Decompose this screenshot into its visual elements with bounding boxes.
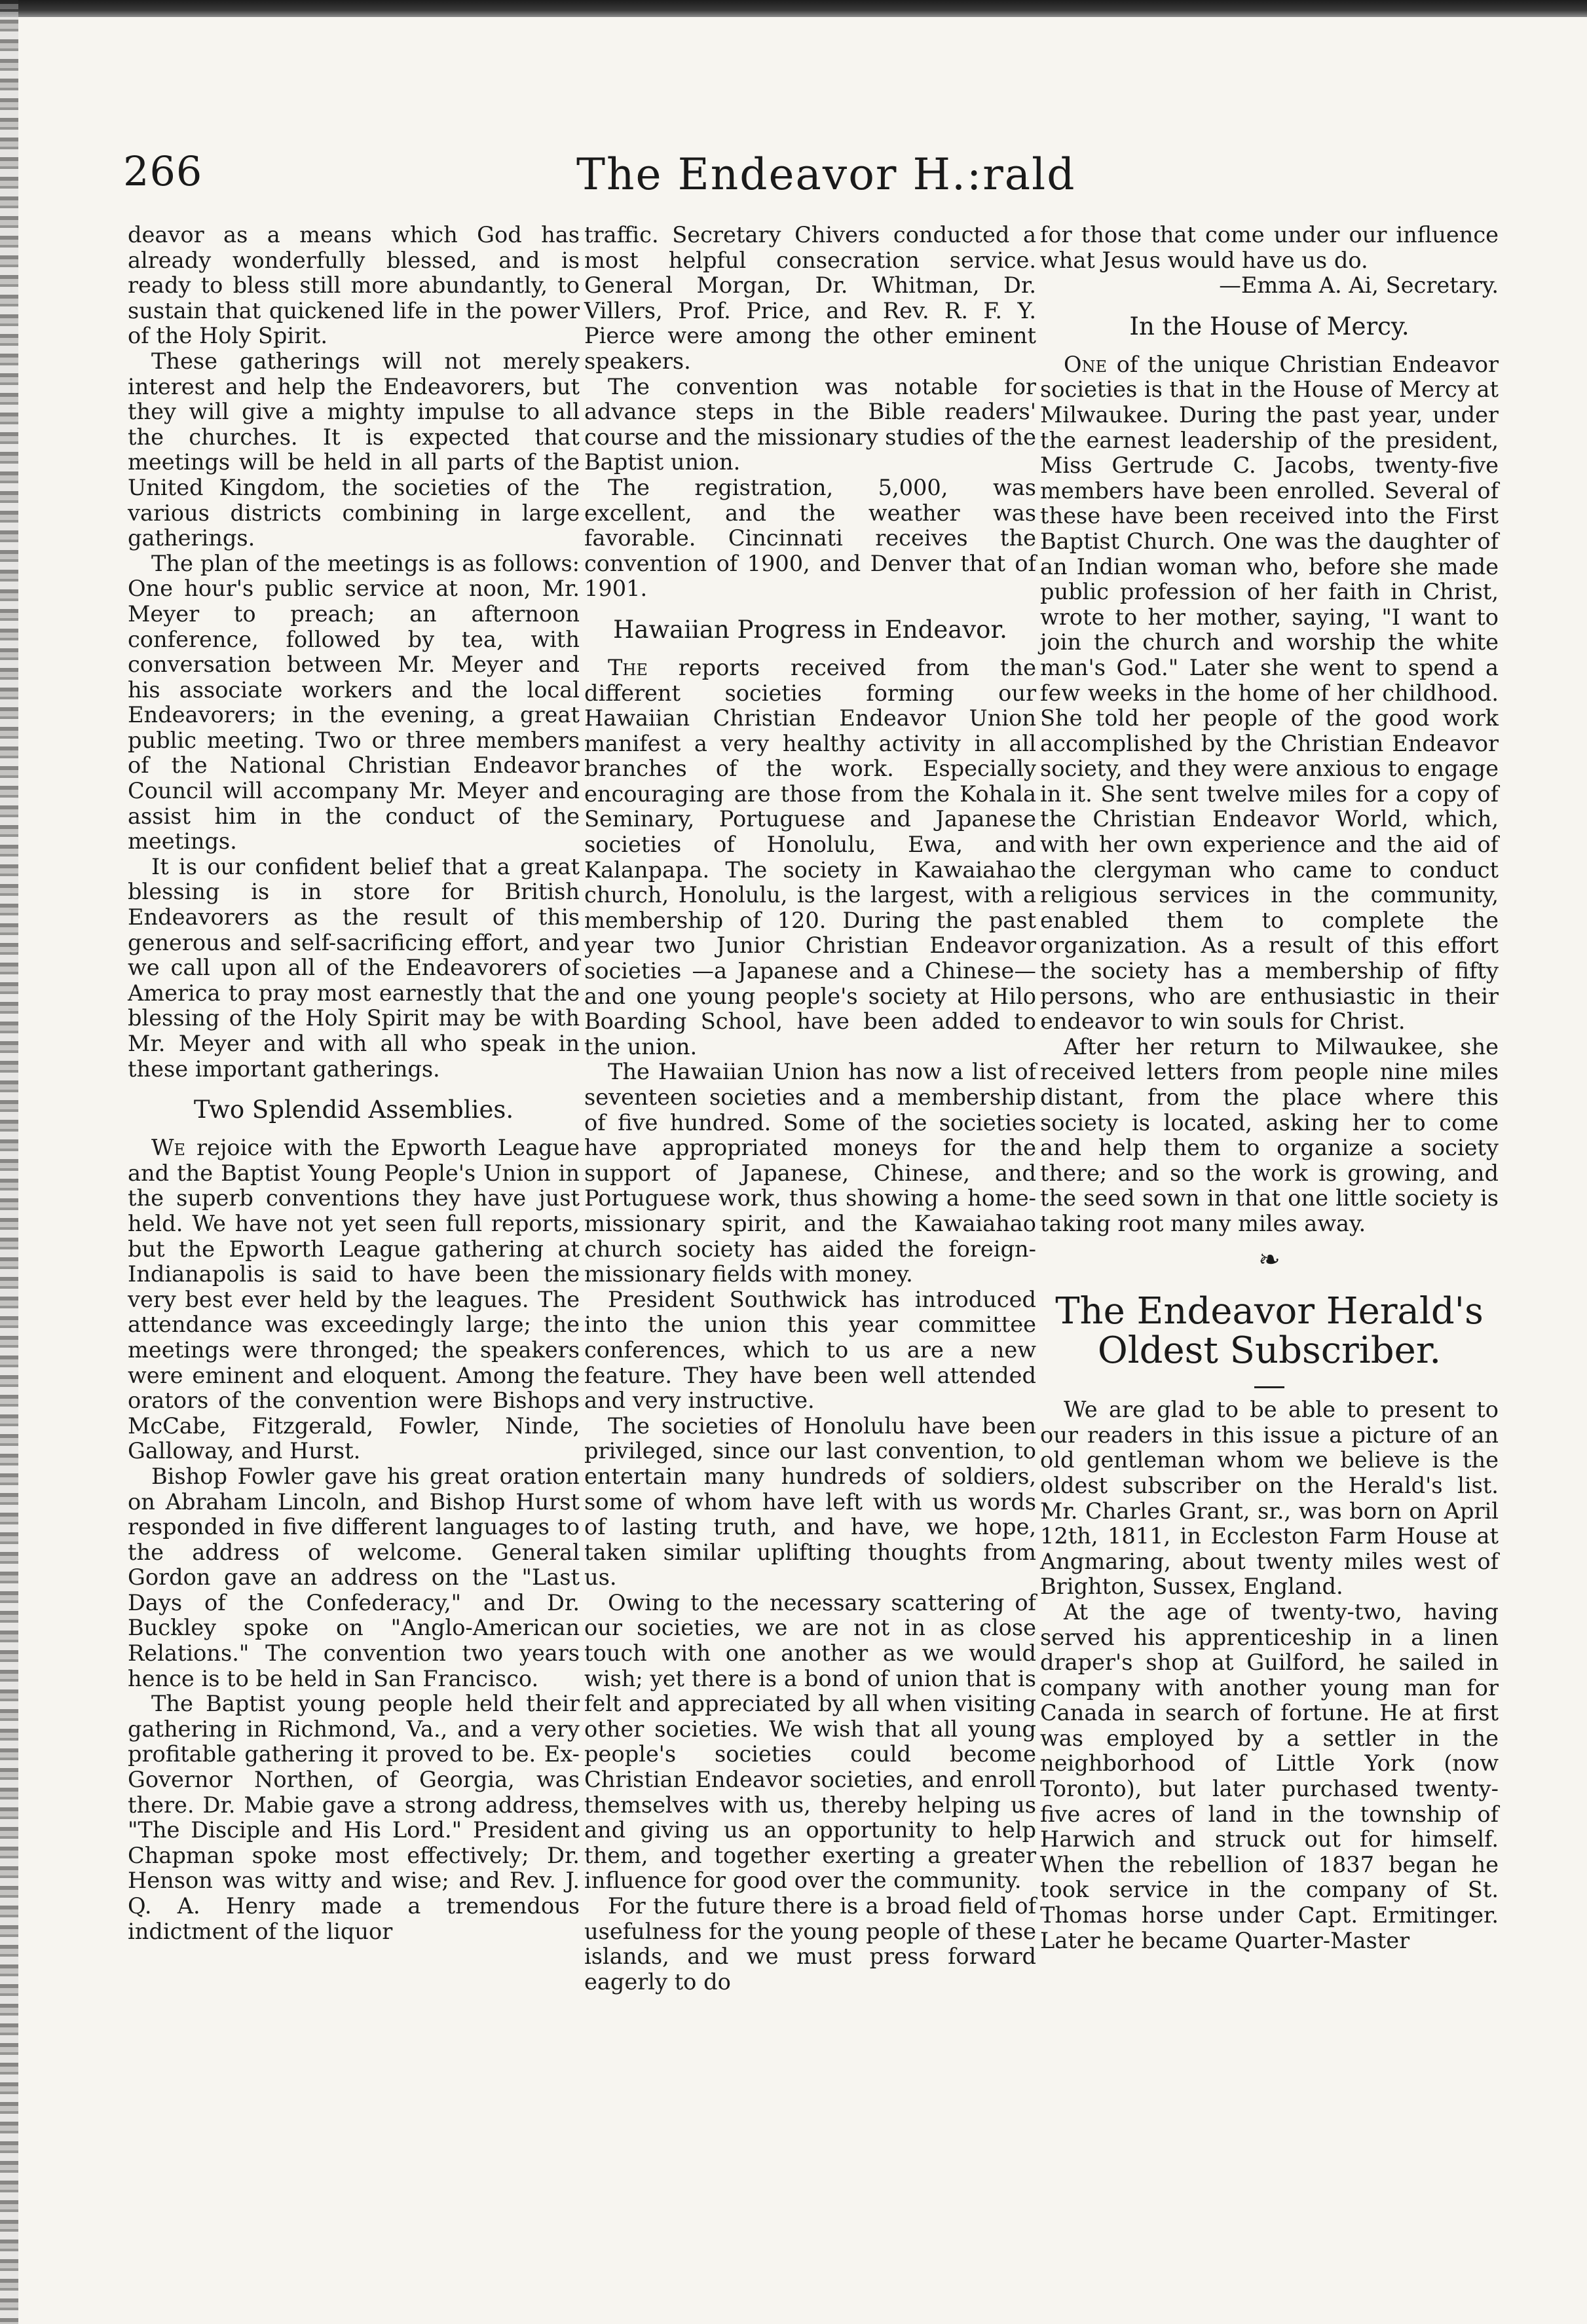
paragraph: Bishop Fowler gave his great oration on Abraham Lincoln, and Bishop Hurst responded in five different languages to the address of welcome. General Gordon gave an address on the "Last Days of the Confederacy," and Dr. Buckley spoke on "Anglo-American Relations." The convention two years hence is to be held in San Francisco. [128, 1463, 580, 1691]
paragraph: At the age of twenty-two, having served his apprenticeship in a linen draper's shop at Guilford, he sailed in company with another young man for Canada in search of fortune. He at first was employed by a settler in the neighborhood of Little York (now Toronto), but later purchased twenty-five acres of land in the township of Harwich and struck out for himself. When the rebellion of 1837 began he took service in the company of St. Thomas horse under Capt. Ermitinger. Later he became Quarter-Master [1040, 1598, 1499, 1953]
paragraph: traffic. Secretary Chivers conducted a most helpful consecration service. General Morgan, Dr. Whitman, Dr. Villers, Prof. Price, and Rev. R. F. Y. Pierce were among the other eminent speakers. [584, 222, 1036, 374]
section-heading: Hawaiian Progress in Endeavor. [613, 615, 1007, 644]
column-2 [584, 223, 1036, 1995]
lead-word: One [1064, 351, 1108, 377]
paragraph: After her return to Milwaukee, she received letters from people nine miles distant, from the place where this society is located, asking her to come and help them to organize a society there; and so the work is growing, and the seed sown in that one little society is taking root many miles away. [1040, 1033, 1499, 1236]
paragraph-text: reports received from the different societies forming our Hawaiian Christian Endeavor Union manifest a very healthy activity in all branches of the work. Especially encouraging are those from the Kohala Seminary, Portuguese and Japanese societies of Honolulu, Ewa, and Kalanpapa. The society in Kawaiahao church, Honolulu, is the largest, with a membership of 120. During the past year two Junior Christian Endeavor societies —a Japanese and a Chinese—and one young people's society at Hilo Boarding School, have been added to the union. [584, 654, 1036, 1060]
paragraph: The Baptist young people held their gathering in Richmond, Va., and a very profitable gathering it proved to be. Ex-Governor Northen, of Georgia, was there. Dr. Mabie gave a strong address, "The Disciple and His Lord." President Chapman spoke most effectively; Dr. Henson was witty and wise; and Rev. J. Q. A. Henry made a tremendous indictment of the liquor [128, 1691, 580, 1944]
page-number: 266 [123, 147, 203, 195]
paragraph: It is our confident belief that a great blessing is in store for British Endeavorers as the result of this generous and self-sacrificing effort, and we call upon all of the Endeavorers of America to pray most earnestly that the blessing of the Holy Spirit may be with Mr. Meyer and with all who speak in these important gatherings. [128, 853, 580, 1082]
paragraph: The convention was notable for advance steps in the Bible readers' course and the missionary studies of the Baptist union. [584, 373, 1036, 475]
paragraph: The registration, 5,000, was excellent, and the weather was favorable. Cincinnati receives the convention of 1900, and Denver that of 1901. [584, 474, 1036, 602]
paragraph: The plan of the meetings is as follows: One hour's public service at noon, Mr. Meyer to preach; an afternoon conference, followed by tea, with conversation between Mr. Meyer and his associate workers and the local Endeavorers; in the evening, a great public meeting. Two or three members of the National Christian Endeavor Council will accompany Mr. Meyer and assist him in the conduct of the meetings. [128, 550, 580, 855]
paragraph: We are glad to be able to present to our readers in this issue a picture of an old gentleman whom we believe is the oldest subscriber on the Herald's list. Mr. Charles Grant, sr., was born on April 12th, 1811, in Eccleston Farm House at Angmaring, about twenty miles west of Brighton, Sussex, England. [1040, 1397, 1499, 1600]
paragraph: Owing to the necessary scattering of our societies, we are not in as close touch with one another as we would wish; yet there is a bond of union that is felt and appreciated by all when visiting other societies. We wish that all young people's societies could become Christian Endeavor societies, and enroll themselves with us, thereby helping us and giving us an opportunity to help them, and together exerting a greater influence for good over the community. [584, 1589, 1036, 1894]
section-heading: Two Splendid Assemblies. [193, 1096, 514, 1124]
paragraph: President Southwick has introduced into the union this year committee conferences, which to us are a new feature. They have been well attended and very instructive. [584, 1286, 1036, 1414]
article-heading: The Endeavor Herald's Oldest Subscriber. [1055, 1290, 1484, 1373]
divider [1254, 1386, 1284, 1388]
paragraph: The Hawaiian Union has now a list of seventeen societies and a membership of five hundred. Some of the societies have appropriated moneys for the support of Japanese, Chinese, and Portuguese work, thus showing a home-missionary spirit, and the Kawaiahao church society has aided the foreign-missionary fields with money. [584, 1059, 1036, 1287]
ornament-icon: ❧ [1258, 1244, 1280, 1275]
lead-word: The [608, 654, 648, 680]
scan-top-border [0, 0, 1587, 17]
paragraph: deavor as a means which God has already wonderfully blessed, and is ready to bless still more abundantly, to sustain that quickened life in the power of the Holy Spirit. [128, 222, 580, 349]
column-1 [128, 223, 580, 1944]
page-title: The Endeavor H.:rald [576, 149, 1076, 200]
paragraph: The societies of Honolulu have been privileged, since our last convention, to entertain many hundreds of soldiers, some of whom have left with us words of lasting truth, and have, we hope, taken similar uplifting thoughts from us. [584, 1412, 1036, 1591]
lead-word: We [151, 1135, 186, 1161]
paragraph [128, 1135, 580, 1464]
paragraph [584, 655, 1036, 1060]
paragraph [1040, 352, 1499, 1035]
paragraph-text: rejoice with the Epworth League and the Baptist Young People's Union in the superb conventions they have just held. We have not yet seen full reports, but the Epworth League gathering at Indianapolis is said to have been the very best ever held by the leagues. The attendance was exceedingly large; the meetings were thronged; the speakers were eminent and eloquent. Among the orators of the convention were Bishops McCabe, Fitzgerald, Fowler, Ninde, Galloway, and Hurst. [128, 1135, 580, 1464]
paragraph-text: of the unique Christian Endeavor societies is that in the House of Mercy at Milwaukee. During the past year, under the earnest leadership of the president, Miss Gertrude C. Jacobs, twenty-five members have been enrolled. Several of these have been received into the First Baptist Church. One was the daughter of an Indian woman who, before she made public profession of her faith in Christ, wrote to her mother, saying, "I want to join the church and worship the white man's God." Later she went to spend a few weeks in the home of her childhood. She told her people of the good work accomplished by the Christian Endeavor society, and they were anxious to engage in it. She sent twelve miles for a copy of the Christian Endeavor World, which, with her own experience and the aid of the clergyman who came to conduct religious services in the community, enabled them to complete the organization. As a result of this effort the society has a membership of fifty persons, who are enthusiastic in their endeavor to win souls for Christ. [1040, 351, 1499, 1035]
paragraph: For the future there is a broad field of usefulness for the young people of these islands, and we must press forward eagerly to do [584, 1893, 1036, 1995]
paragraph: These gatherings will not merely interest and help the Endeavorers, but they will give a mighty impulse to all the churches. It is expected that meetings will be held in all parts of the United Kingdom, the societies of the various districts combining in large gatherings. [128, 348, 580, 551]
paragraph: for those that come under our influence what Jesus would have us do. [1040, 222, 1499, 273]
column-3 [1040, 223, 1499, 1953]
signature: —Emma A. Ai, Secretary. [1219, 272, 1499, 299]
section-heading: In the House of Mercy. [1129, 312, 1410, 341]
scan-left-edge [0, 0, 18, 2324]
